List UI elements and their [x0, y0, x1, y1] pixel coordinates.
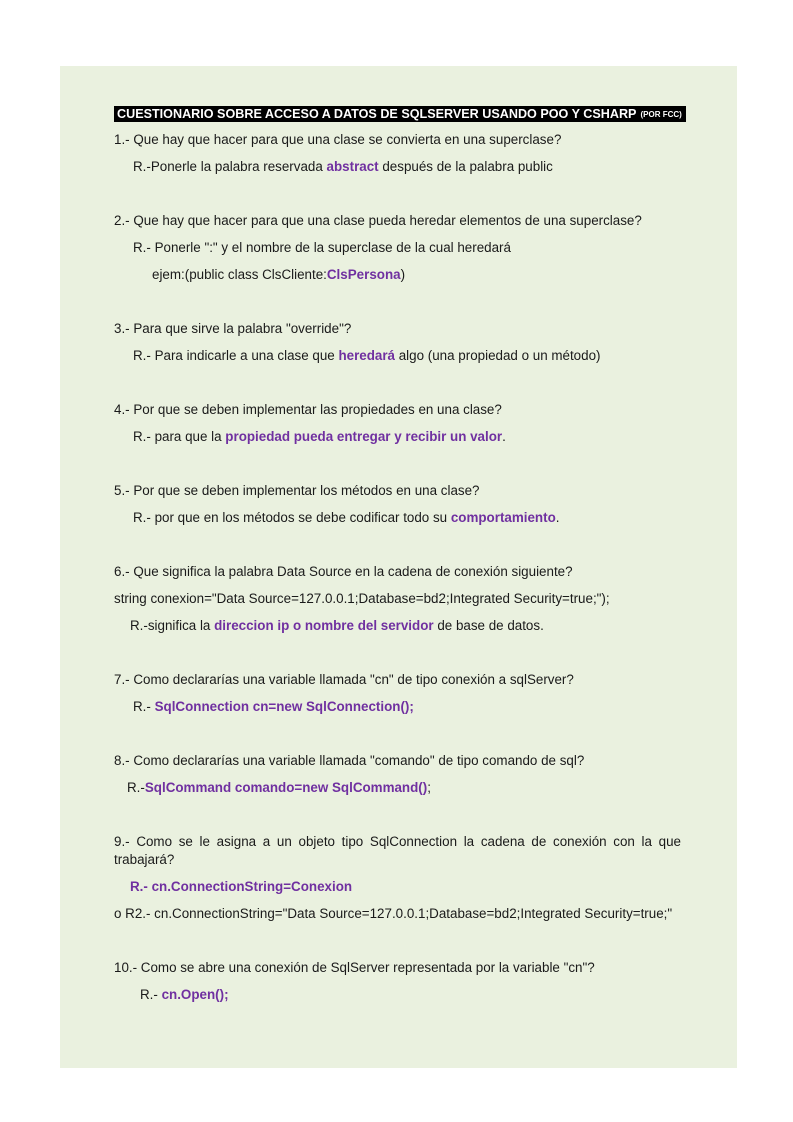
question-3: 3.- Para que sirve la palabra "override"? — [114, 321, 352, 336]
question-9-word: 9.- — [114, 834, 130, 849]
question-9-word: la — [463, 834, 475, 849]
answer-10-highlight: cn.Open(); — [161, 987, 229, 1002]
answer-4-tail: . — [502, 429, 506, 444]
question-9-word: de — [531, 834, 547, 849]
question-9-word: tipo — [341, 834, 364, 849]
question-9-word: a — [262, 834, 271, 849]
question-9-word: conexión — [553, 834, 607, 849]
question-8: 8.- Como declararías una variable llamada "comando" de tipo comando de sql? — [114, 753, 585, 768]
question-9-word: un — [276, 834, 292, 849]
question-9-word: con — [613, 834, 635, 849]
answer-1 — [133, 158, 553, 175]
question-1: 1.- Que hay que hacer para que una clase se convierta en una superclase? — [114, 132, 562, 147]
example-tail: ) — [400, 267, 406, 282]
answer-8-highlight: SqlCommand comando=new SqlCommand() — [144, 780, 428, 795]
question-2: 2.- Que hay que hacer para que una clase pueda heredar elementos de una superclase? — [114, 213, 642, 228]
answer-9-alternative: o R2.- cn.ConnectionString="Data Source=127.0.0.1;Database=bd2;Integrated Security=true;" — [114, 906, 673, 921]
answer-7-highlight: SqlConnection cn=new SqlConnection(); — [154, 699, 414, 714]
answer-10-text: R.- — [140, 987, 162, 1002]
question-9-word: asigna — [216, 834, 257, 849]
example-text: ejem:(public class ClsCliente: — [152, 267, 327, 282]
example-highlight: ClsPersona — [326, 267, 401, 282]
answer-4-highlight: propiedad pueda entregar y recibir un valor — [225, 429, 503, 444]
answer-7 — [133, 698, 414, 715]
answer-7-text: R.- — [133, 699, 155, 714]
answer-6 — [130, 617, 544, 634]
answer-3 — [133, 347, 601, 364]
connection-string-code: string conexion="Data Source=127.0.0.1;Database=bd2;Integrated Security=true;"); — [114, 591, 610, 606]
answer-1-text: R.-Ponerle la palabra reservada — [133, 159, 327, 174]
answer-3-text: R.- Para indicarle a una clase que — [133, 348, 339, 363]
question-7: 7.- Como declararías una variable llamada "cn" de tipo conexión a sqlServer? — [114, 672, 574, 687]
answer-5-tail: . — [555, 510, 560, 525]
question-9-continuation: trabajará? — [114, 852, 175, 867]
question-9-word: cadena — [480, 834, 525, 849]
answer-3-highlight: heredará — [338, 348, 396, 363]
title-text: CUESTIONARIO SOBRE ACCESO A DATOS DE SQLSERVER USANDO POO Y CSHARP — [117, 107, 637, 121]
answer-10 — [140, 986, 229, 1003]
answer-4-text: R.- para que la — [133, 429, 226, 444]
answer-8 — [127, 779, 431, 796]
question-9-word: se — [178, 834, 193, 849]
question-9-word: objeto — [298, 834, 335, 849]
question-5: 5.- Por que se deben implementar los métodos en una clase? — [114, 483, 480, 498]
answer-6-highlight: direccion ip o nombre del servidor — [214, 618, 434, 633]
answer-1-tail: después de la palabra public — [378, 159, 553, 174]
answer-5 — [133, 509, 559, 526]
document-title — [114, 106, 686, 122]
answer-6-tail: de base de datos. — [433, 618, 544, 633]
question-9-word: la — [641, 834, 652, 849]
answer-2: R.- Ponerle ":" y el nombre de la superclase de la cual heredará — [133, 240, 511, 255]
answer-6-text: R.-significa la — [130, 618, 215, 633]
question-9 — [114, 833, 681, 850]
answer-9: R.- cn.ConnectionString=Conexion — [130, 879, 353, 894]
answer-3-tail: algo (una propiedad o un método) — [395, 348, 601, 363]
question-9-word: Como — [136, 834, 173, 849]
answer-5-text: R.- por que en los métodos se debe codificar todo su — [133, 510, 451, 525]
answer-2-example — [152, 266, 405, 283]
question-9-word: le — [199, 834, 210, 849]
answer-5-highlight: comportamiento — [450, 510, 556, 525]
title-tag: (POR FCC) — [640, 110, 682, 119]
question-4: 4.- Por que se deben implementar las propiedades en una clase? — [114, 402, 502, 417]
question-10: 10.- Como se abre una conexión de SqlServer representada por la variable "cn"? — [114, 960, 595, 975]
answer-4 — [133, 428, 506, 445]
answer-1-highlight: abstract — [326, 159, 379, 174]
question-9-word: que — [658, 834, 681, 849]
question-6: 6.- Que significa la palabra Data Source en la cadena de conexión siguiente? — [114, 564, 573, 579]
answer-8-text: R.- — [127, 780, 145, 795]
question-9-word: SqlConnection — [369, 834, 458, 849]
answer-8-tail: ; — [427, 780, 431, 795]
